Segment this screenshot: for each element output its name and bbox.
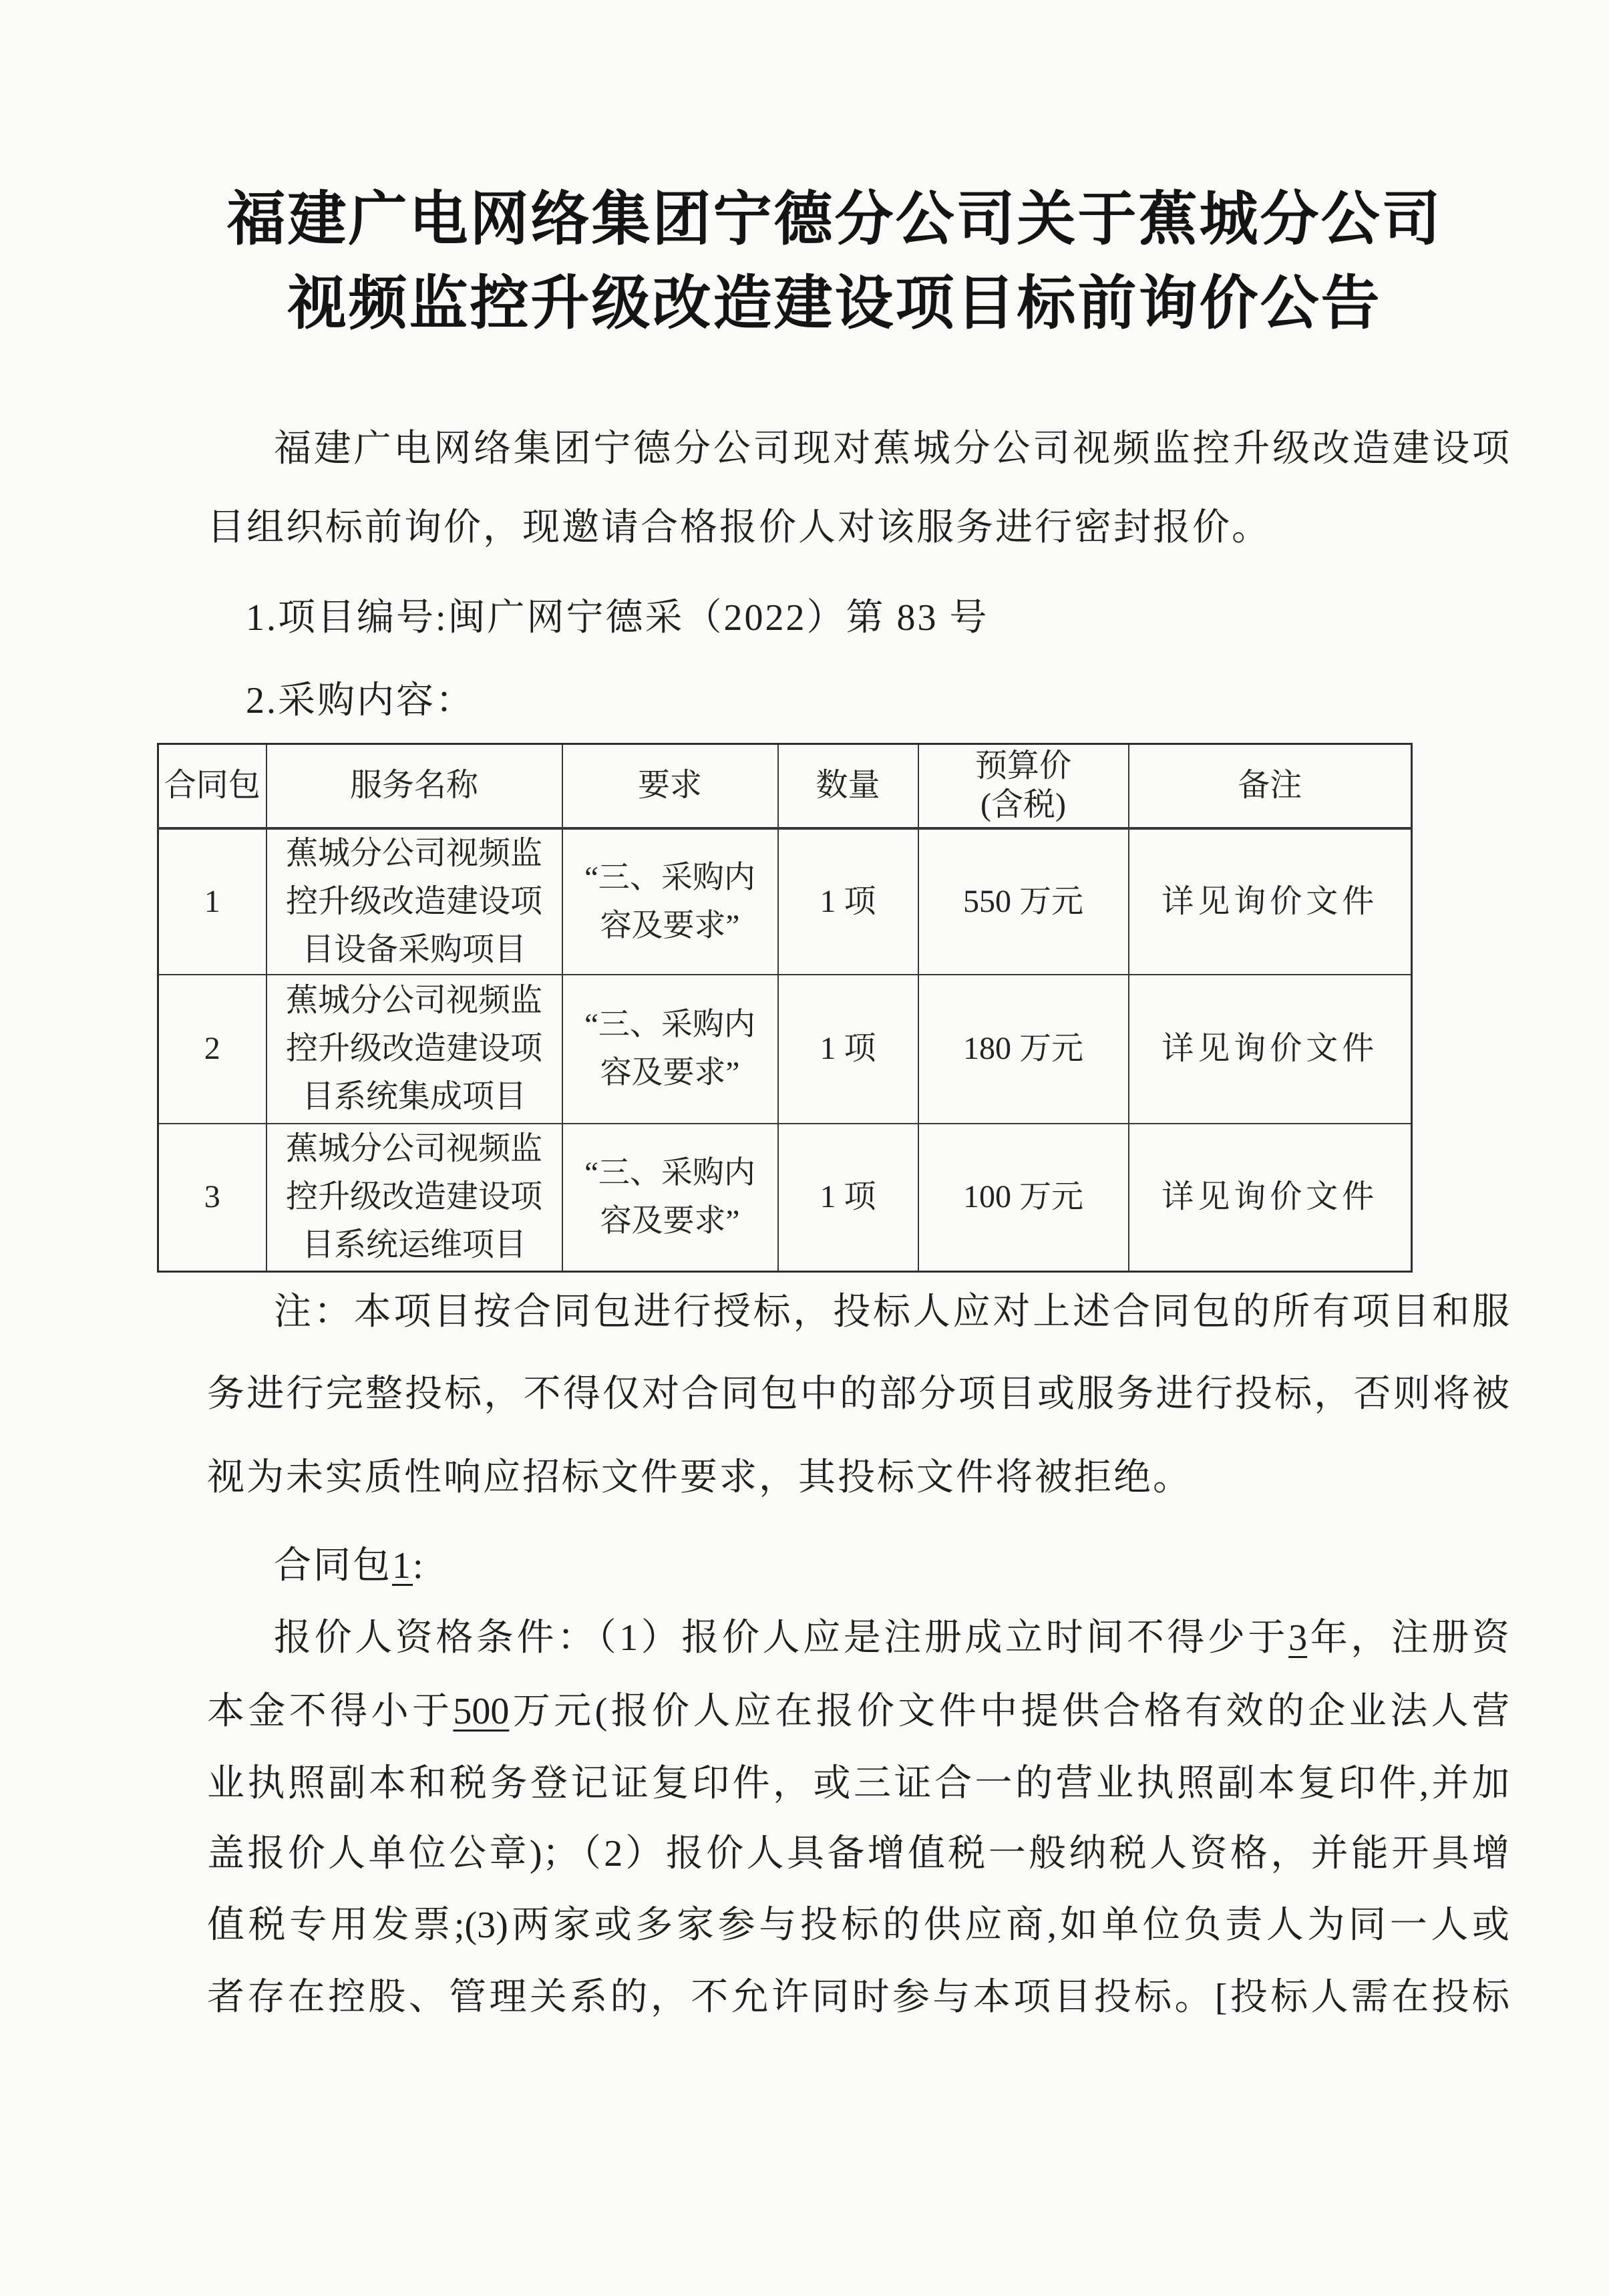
cell-requirement-line1: “三、采购内: [584, 1007, 755, 1042]
cell-budget: 100 万元: [918, 1124, 1129, 1272]
document-title-line2: 视频监控升级改造建设项目标前询价公告: [287, 270, 1382, 336]
cell-quantity: 1 项: [778, 828, 918, 975]
cell-requirement: [562, 975, 778, 1124]
cell-service: 蕉城分公司视频监控升级改造建设项目系统运维项目: [266, 1124, 562, 1272]
header-remark: 备注: [1129, 744, 1412, 828]
cell-note: 详见询价文件: [1129, 1124, 1412, 1272]
cell-requirement-line2: 容及要求”: [600, 908, 740, 943]
table-row: [158, 1124, 1412, 1272]
qualifications-line2-post: 万元(报价人应在报价文件中提供合格有效的企业法人营: [509, 1691, 1509, 1732]
note-paragraph-line1: 注：本项目按合同包进行授标，投标人应对上述合同包的所有项目和服: [274, 1291, 1509, 1333]
cell-requirement-line1: “三、采购内: [584, 860, 755, 895]
header-budget-line1: 预算价: [974, 748, 1071, 784]
cell-requirement-line2: 容及要求”: [600, 1055, 740, 1090]
cell-requirement-line1: “三、采购内: [584, 1156, 755, 1191]
qualifications-line2: [207, 1689, 1509, 1734]
cell-service: 蕉城分公司视频监控升级改造建设项目设备采购项目: [266, 828, 562, 975]
cell-requirement: [562, 1124, 778, 1272]
header-budget: [918, 744, 1129, 828]
table-row: [158, 975, 1412, 1124]
qualifications-line1: [274, 1615, 1509, 1661]
package1-colon: :: [413, 1545, 425, 1587]
header-budget-line2: (含税): [980, 787, 1066, 823]
intro-paragraph-line2: 目组织标前询价，现邀请合格报价人对该服务进行密封报价。: [207, 507, 1271, 548]
header-package: 合同包: [158, 744, 266, 828]
cell-budget: 550 万元: [918, 828, 1129, 975]
qualifications-line1-post: 年，注册资: [1307, 1617, 1510, 1659]
project-number-line: 1.项目编号:闽广网宁德采（2022）第 83 号: [246, 597, 989, 639]
package1-heading: [274, 1543, 425, 1589]
cell-package: 1: [158, 828, 266, 975]
header-quantity: 数量: [778, 744, 918, 828]
table-row: [158, 828, 1412, 975]
header-requirement: 要求: [562, 744, 778, 828]
note-paragraph-line3: 视为未实质性响应招标文件要求，其投标文件将被拒绝。: [207, 1457, 1192, 1498]
cell-package: 3: [158, 1124, 266, 1272]
note-paragraph-line2: 务进行完整投标，不得仅对合同包中的部分项目或服务进行投标，否则将被: [207, 1373, 1509, 1415]
package1-number: 1: [392, 1545, 413, 1587]
document-title: [60, 177, 1609, 345]
document-title-line1: 福建广电网络集团宁德分公司关于蕉城分公司: [226, 186, 1443, 252]
cell-requirement-line2: 容及要求”: [600, 1204, 740, 1239]
cell-budget: 180 万元: [918, 975, 1129, 1124]
header-service: 服务名称: [266, 744, 562, 828]
cell-quantity: 1 项: [778, 975, 918, 1124]
qualifications-line1-underlined: 3: [1288, 1617, 1308, 1659]
cell-service: 蕉城分公司视频监控升级改造建设项目系统集成项目: [266, 975, 562, 1124]
qualifications-line3: 业执照副本和税务登记证复印件，或三证合一的营业执照副本复印件,并加: [207, 1763, 1509, 1804]
cell-note: 详见询价文件: [1129, 975, 1412, 1124]
cell-quantity: 1 项: [778, 1124, 918, 1272]
package1-heading-text: 合同包: [274, 1545, 392, 1587]
purchase-content-heading: 2.采购内容：: [246, 680, 475, 721]
qualifications-line6: 者存在控股、管理关系的，不允许同时参与本项目投标。[投标人需在投标: [207, 1977, 1509, 2018]
cell-package: 2: [158, 975, 266, 1124]
qualifications-line2-pre: 本金不得小于: [207, 1691, 454, 1732]
intro-paragraph-line1: 福建广电网络集团宁德分公司现对蕉城分公司视频监控升级改造建设项: [274, 428, 1509, 470]
table-header-row: [158, 744, 1412, 828]
qualifications-line4: 盖报价人单位公章)；（2）报价人具备增值税一般纳税人资格，并能开具增: [207, 1833, 1509, 1874]
qualifications-line1-pre: 报价人资格条件：（1）报价人应是注册成立时间不得少于: [274, 1617, 1289, 1659]
cell-requirement: [562, 828, 778, 975]
cell-note: 详见询价文件: [1129, 828, 1412, 975]
qualifications-line5: 值税专用发票;(3)两家或多家参与投标的供应商,如单位负责人为同一人或: [207, 1905, 1509, 1946]
purchase-table: [157, 743, 1413, 1273]
qualifications-line2-underlined: 500: [453, 1691, 510, 1732]
